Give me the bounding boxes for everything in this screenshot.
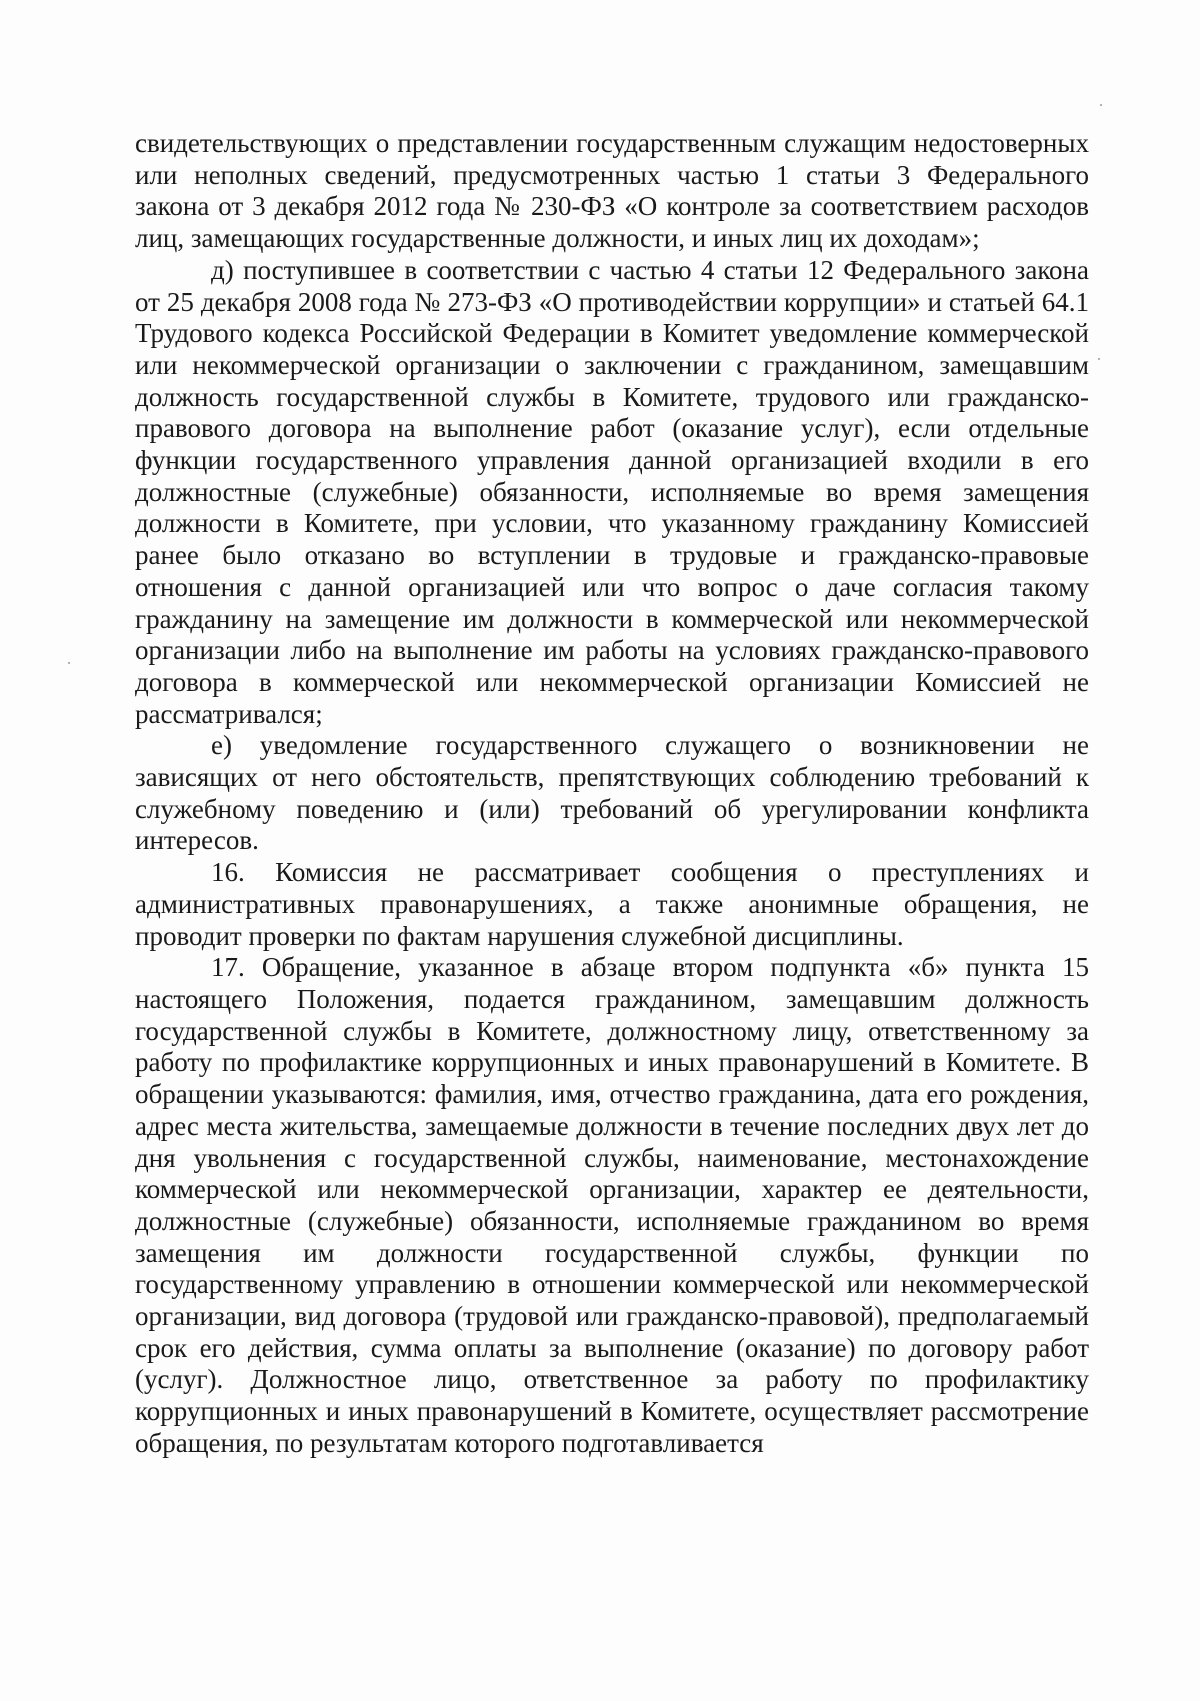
scan-speck (68, 662, 70, 664)
paragraph-subitem-d: д) поступившее в соответствии с частью 4 статьи 12 Федерального закона от 25 декабря 2008 года № 273-ФЗ «О противодействии коррупции» и статьей 64.1 Трудового кодекса Российской Федерации в Комитет уведомление коммерческой или некоммерческой организации о заключении с гражданином, замещавшим должность государственной службы в Комитете, трудового или гражданско-правового договора на выполнение работ (оказание услуг), если отдельные функции государственного управления данной организацией входили в его должностные (служебные) обязанности, исполняемые во время замещения должности в Комитете, при условии, что указанному гражданину Комиссией ранее было отказано во вступлении в трудовые и гражданско-правовые отношения с данной организацией или что вопрос о даче согласия такому гражданину на замещение им должности в коммерческой или некоммерческой организации либо на выполнение им работы на условиях гражданско-правового договора в коммерческой или некоммерческой организации Комиссией не рассматривался; (135, 254, 1089, 729)
scan-speck (1098, 358, 1100, 360)
paragraph-continuation: свидетельствующих о представлении государственным служащим недостоверных или неполных сведений, предусмотренных частью 1 статьи 3 Федерального закона от 3 декабря 2012 года № 230-ФЗ «О контроле за соответствием расходов лиц, замещающих государственные должности, и иных лиц их доходам»; (135, 128, 1089, 254)
paragraph-item-16: 16. Комиссия не рассматривает сообщения о преступлениях и административных правонарушениях, а также анонимные обращения, не проводит проверки по фактам нарушения служебной дисциплины. (135, 857, 1089, 951)
scan-speck (1100, 104, 1102, 106)
paragraph-item-17: 17. Обращение, указанное в абзаце втором подпункта «б» пункта 15 настоящего Положения, подается гражданином, замещавшим должность государственной службы в Комитете, должностному лицу, ответственному за работу по профилактике коррупционных и иных правонарушений в Комитете. В обращении указываются: фамилия, имя, отчество гражданина, дата его рождения, адрес места жительства, замещаемые должности в течение последних двух лет до дня увольнения с государственной службы, наименование, местонахождение коммерческой или некоммерческой организации, характер ее деятельности, должностные (служебные) обязанности, исполняемые гражданином во время замещения им должности государственной службы, функции по государственному управлению в отношении коммерческой или некоммерческой организации, вид договора (трудовой или гражданско-правовой), предполагаемый срок его действия, сумма оплаты за выполнение (оказание) по договору работ (услуг). Должностное лицо, ответственное за работу по профилактику коррупционных и иных правонарушений в Комитете, осуществляет рассмотрение обращения, по результатам которого подготавливается (135, 952, 1089, 1458)
document-body (135, 128, 1089, 1460)
paragraph-subitem-e: е) уведомление государственного служащего о возникновении не зависящих от него обстоятельств, препятствующих соблюдению требований к служебному поведению и (или) требований об урегулировании конфликта интересов. (135, 730, 1089, 856)
